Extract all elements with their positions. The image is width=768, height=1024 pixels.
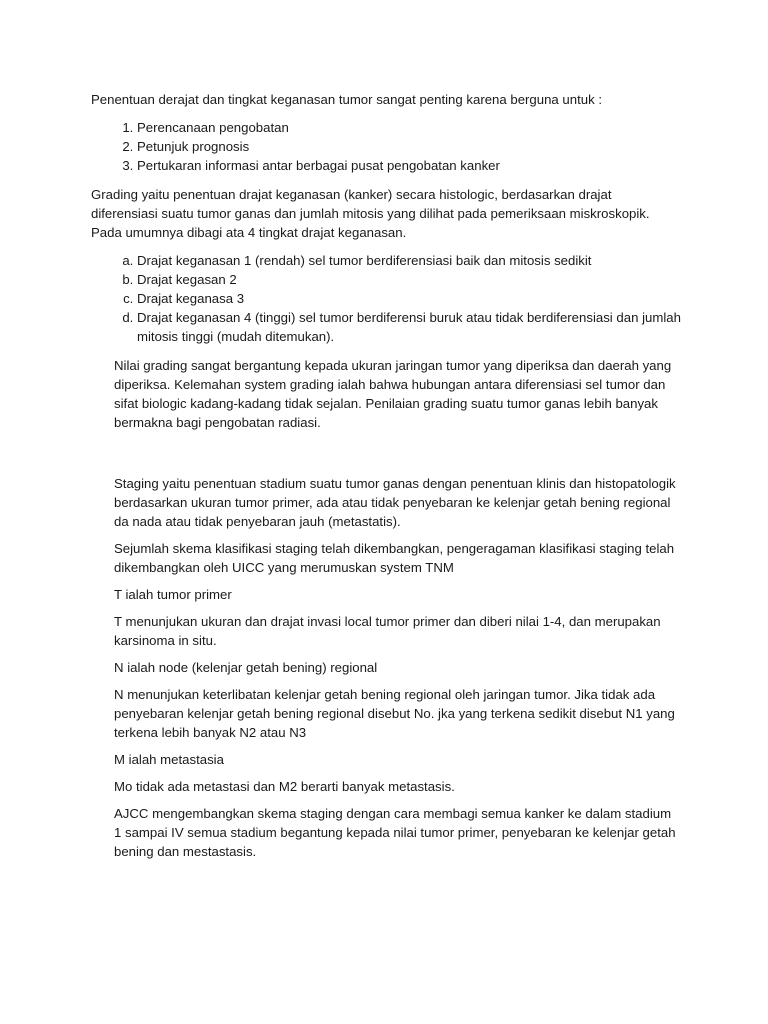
t-text: T menunjukan ukuran dan drajat invasi local tumor primer dan diberi nilai 1-4, dan merupakan karsinoma in situ. — [114, 614, 661, 648]
n-heading: N ialah node (kelenjar getah bening) regional — [114, 660, 378, 675]
m-text: Mo tidak ada metastasi dan M2 berarti banyak metastasis. — [114, 779, 455, 794]
n-text: N menunjukan keterlibatan kelenjar getah bening regional oleh jaringan tumor. Jika tidak ada penyebaran kelenjar getah bening regional disebut No. jka yang terkena sedikit disebut N1 yang terkena lebih banyak N2 atau N3 — [114, 687, 675, 740]
grade-item: b. Drajat kegasan 2 — [137, 270, 681, 289]
t-heading: T ialah tumor primer — [114, 587, 232, 602]
staging-schemes: Sejumlah skema klasifikasi staging telah dikembangkan, pengeragaman klasifikasi staging telah dikembangkan oleh UICC yang merumuskan system TNM — [114, 541, 675, 575]
grading-note: Nilai grading sangat bergantung kepada ukuran jaringan tumor yang diperiksa dan daerah yang diperiksa. Kelemahan system grading ialah bahwa hubungan antara diferensiasi sel tumor dan sifat biologic kadang-kadang tidak sejalan. Penilaian grading suatu tumor ganas lebih banyak bermakna bagi pengobatan radiasi. — [114, 358, 672, 430]
grade-list — [91, 251, 681, 346]
purpose-item: 3. Pertukaran informasi antar berbagai pusat pengobatan kanker — [137, 156, 681, 175]
ajcc-text: AJCC mengembangkan skema staging dengan cara membagi semua kanker ke dalam stadium 1 sampai IV semua stadium begantung kepada nilai tumor primer, penyebaran ke kelenjar getah bening dan mestastasis. — [114, 806, 676, 859]
document-body — [91, 90, 681, 869]
purpose-list — [91, 118, 681, 175]
purpose-item: 2. Petunjuk prognosis — [137, 137, 681, 156]
grade-item: a. Drajat keganasan 1 (rendah) sel tumor berdiferensiasi baik dan mitosis sedikit — [137, 251, 681, 270]
grading-definition: Grading yaitu penentuan drajat keganasan (kanker) secara histologic, berdasarkan drajat diferensiasi suatu tumor ganas dan jumlah mitosis yang dilihat pada pemeriksaan miskroskopik. Pada umumnya dibagi ata 4 tingkat drajat keganasan. — [91, 187, 650, 240]
grade-item: c. Drajat keganasa 3 — [137, 289, 681, 308]
intro-paragraph: Penentuan derajat dan tingkat keganasan tumor sangat penting karena berguna untuk : — [91, 92, 603, 107]
purpose-item: 1. Perencanaan pengobatan — [137, 118, 681, 137]
indented-section — [114, 356, 681, 861]
grade-item: d. Drajat keganasan 4 (tinggi) sel tumor berdiferensi buruk atau tidak berdiferensiasi dan jumlah mitosis tinggi (mudah ditemukan). — [137, 308, 681, 346]
staging-definition: Staging yaitu penentuan stadium suatu tumor ganas dengan penentuan klinis dan histopatologik berdasarkan ukuran tumor primer, ada atau tidak penyebaran ke kelenjar getah bening regional da nada atau tidak penyebaran jauh (metastatis). — [114, 476, 676, 529]
section-gap — [114, 440, 681, 474]
m-heading: M ialah metastasia — [114, 752, 224, 767]
